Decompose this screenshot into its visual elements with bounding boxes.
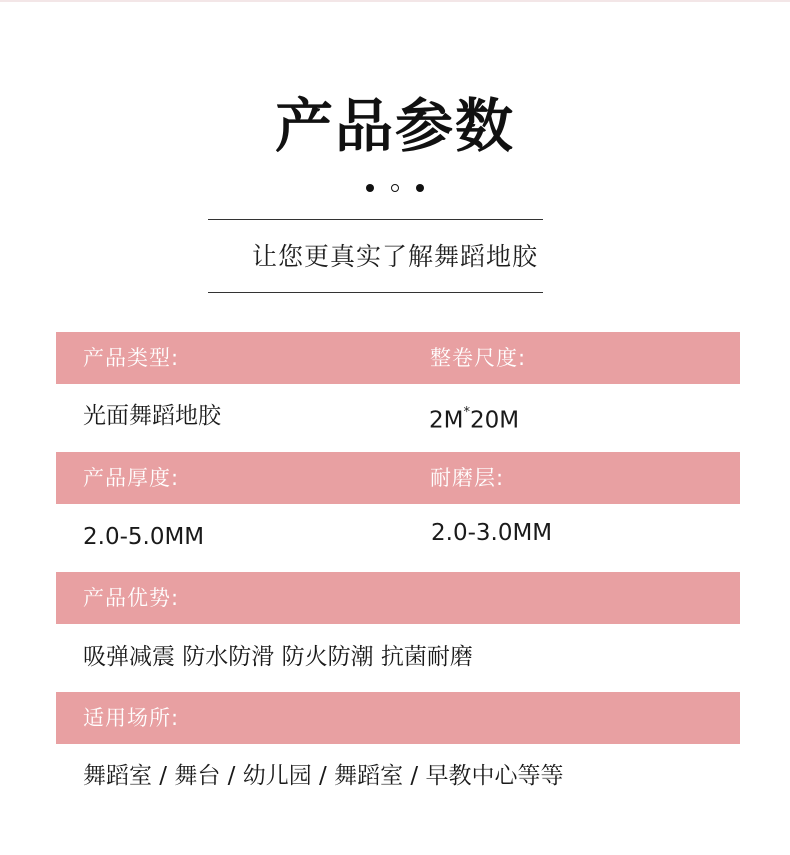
advantages-value: 吸弹减震 防水防滑 防火防潮 抗菌耐磨 — [83, 644, 473, 670]
roll-size-width: 2M — [429, 407, 464, 434]
page-title: 产品参数 — [274, 92, 515, 160]
roll-size-times-mark: * — [463, 405, 470, 420]
advantages-label: 产品优势: — [83, 586, 180, 610]
dot-filled-right — [416, 184, 424, 192]
subtitle-rule-top — [208, 219, 543, 220]
spec-band-advantages — [56, 572, 740, 624]
page-subtitle: 让您更真实了解舞蹈地胶 — [251, 242, 538, 271]
top-border-strip — [0, 0, 790, 2]
spec-band-applications — [56, 692, 740, 744]
title-dots-ornament — [0, 182, 790, 194]
wear-layer-label: 耐磨层: — [430, 466, 505, 490]
dot-hollow-center — [391, 184, 399, 192]
applications-value: 舞蹈室 / 舞台 / 幼儿园 / 舞蹈室 / 早教中心等等 — [83, 763, 564, 789]
spec-band-type-size — [56, 332, 740, 384]
roll-size-label: 整卷尺度: — [430, 346, 527, 370]
roll-size-value — [429, 399, 519, 438]
wear-layer-value: 2.0-3.0MM — [431, 520, 553, 546]
dot-filled-left — [366, 184, 374, 192]
thickness-label: 产品厚度: — [83, 466, 180, 490]
thickness-value: 2.0-5.0MM — [83, 524, 205, 550]
spec-band-thickness-wear — [56, 452, 740, 504]
subtitle-rule-bottom — [208, 292, 543, 293]
product-type-value: 光面舞蹈地胶 — [83, 403, 221, 429]
product-type-label: 产品类型: — [83, 346, 180, 370]
roll-size-length: 20M — [469, 407, 520, 434]
applications-label: 适用场所: — [83, 706, 180, 730]
